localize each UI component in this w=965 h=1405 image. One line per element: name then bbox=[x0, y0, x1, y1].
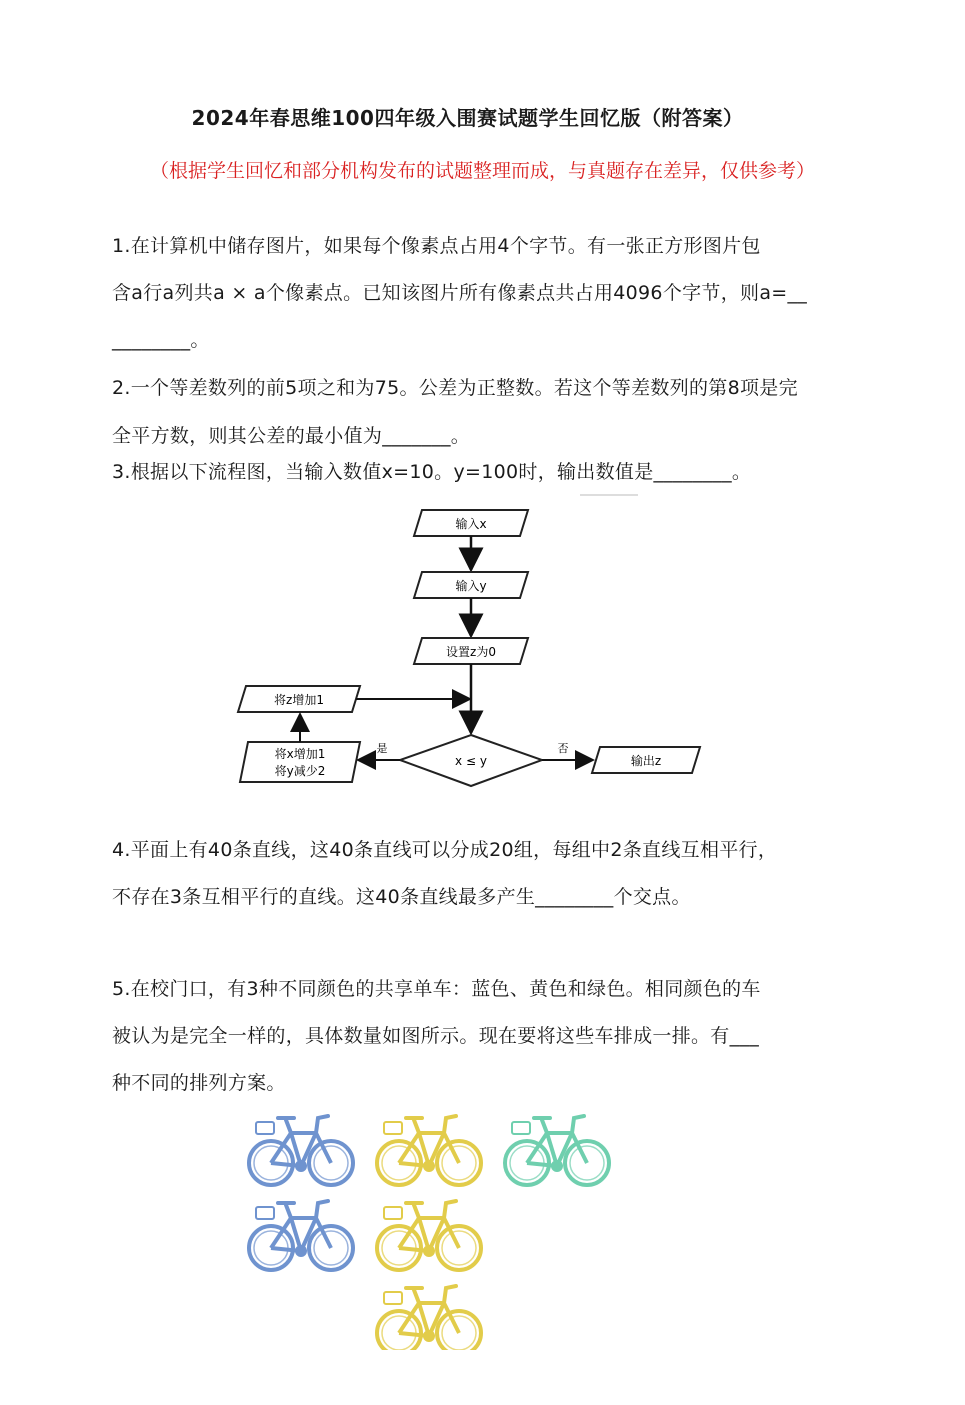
q5-line-3: 种不同的排列方案。 bbox=[112, 1072, 286, 1094]
q3-line-1: 3.根据以下流程图，当输入数值x=10。y=100时，输出数值是________。 bbox=[112, 461, 752, 483]
q5-bikes-figure bbox=[240, 1100, 630, 1350]
q1-line-1: 1.在计算机中储存图片，如果每个像素点占用4个字节。有一张正方形图片包 bbox=[112, 235, 761, 257]
yellow-bike-icon bbox=[377, 1116, 481, 1185]
flow-yes-label: 是 bbox=[376, 742, 388, 755]
q2-line-1: 2.一个等差数列的前5项之和为75。公差为正整数。若这个等差数列的第8项是完 bbox=[112, 377, 798, 399]
flow-no-label: 否 bbox=[557, 742, 569, 755]
q4-line-2: 不存在3条互相平行的直线。这40条直线最多产生________个交点。 bbox=[112, 886, 691, 908]
flow-output-label: 输出z bbox=[630, 754, 662, 768]
flow-input-y-label: 输入y bbox=[455, 579, 487, 593]
flow-set-z-label: 设置z为0 bbox=[446, 645, 496, 659]
q4-line-1: 4.平面上有40条直线，这40条直线可以分成20组，每组中2条直线互相平行， bbox=[112, 839, 778, 861]
q1-line-3: ________。 bbox=[112, 329, 210, 351]
flow-condition-label: x ≤ y bbox=[455, 754, 487, 768]
green-bike-icon bbox=[505, 1116, 609, 1185]
page-subtitle-note: （根据学生回忆和部分机构发布的试题整理而成，与真题存在差异，仅供参考） bbox=[149, 160, 815, 182]
yellow-bike-icon bbox=[377, 1201, 481, 1270]
flow-update-x-label: 将x增加1 bbox=[274, 747, 326, 761]
q5-line-2: 被认为是完全一样的，具体数量如图所示。现在要将这些车排成一排。有___ bbox=[112, 1025, 760, 1047]
flow-input-x-label: 输入x bbox=[455, 517, 487, 531]
q5-line-1: 5.在校门口，有3种不同颜色的共享单车：蓝色、黄色和绿色。相同颜色的车 bbox=[112, 978, 761, 1000]
blue-bike-icon bbox=[249, 1201, 353, 1270]
q3-flowchart bbox=[230, 490, 775, 790]
flow-update-y-label: 将y减少2 bbox=[274, 764, 326, 778]
q2-line-2: 全平方数，则其公差的最小值为_______。 bbox=[112, 425, 471, 447]
page-title: 2024年春思维100四年级入围赛试题学生回忆版（附答案） bbox=[191, 106, 744, 130]
q1-line-2: 含a行a列共a × a个像素点。已知该图片所有像素点共占用4096个字节，则a=__ bbox=[112, 282, 808, 304]
blue-bike-icon bbox=[249, 1116, 353, 1185]
yellow-bike-icon bbox=[377, 1286, 481, 1350]
flow-inc-z-label: 将z增加1 bbox=[274, 693, 324, 707]
